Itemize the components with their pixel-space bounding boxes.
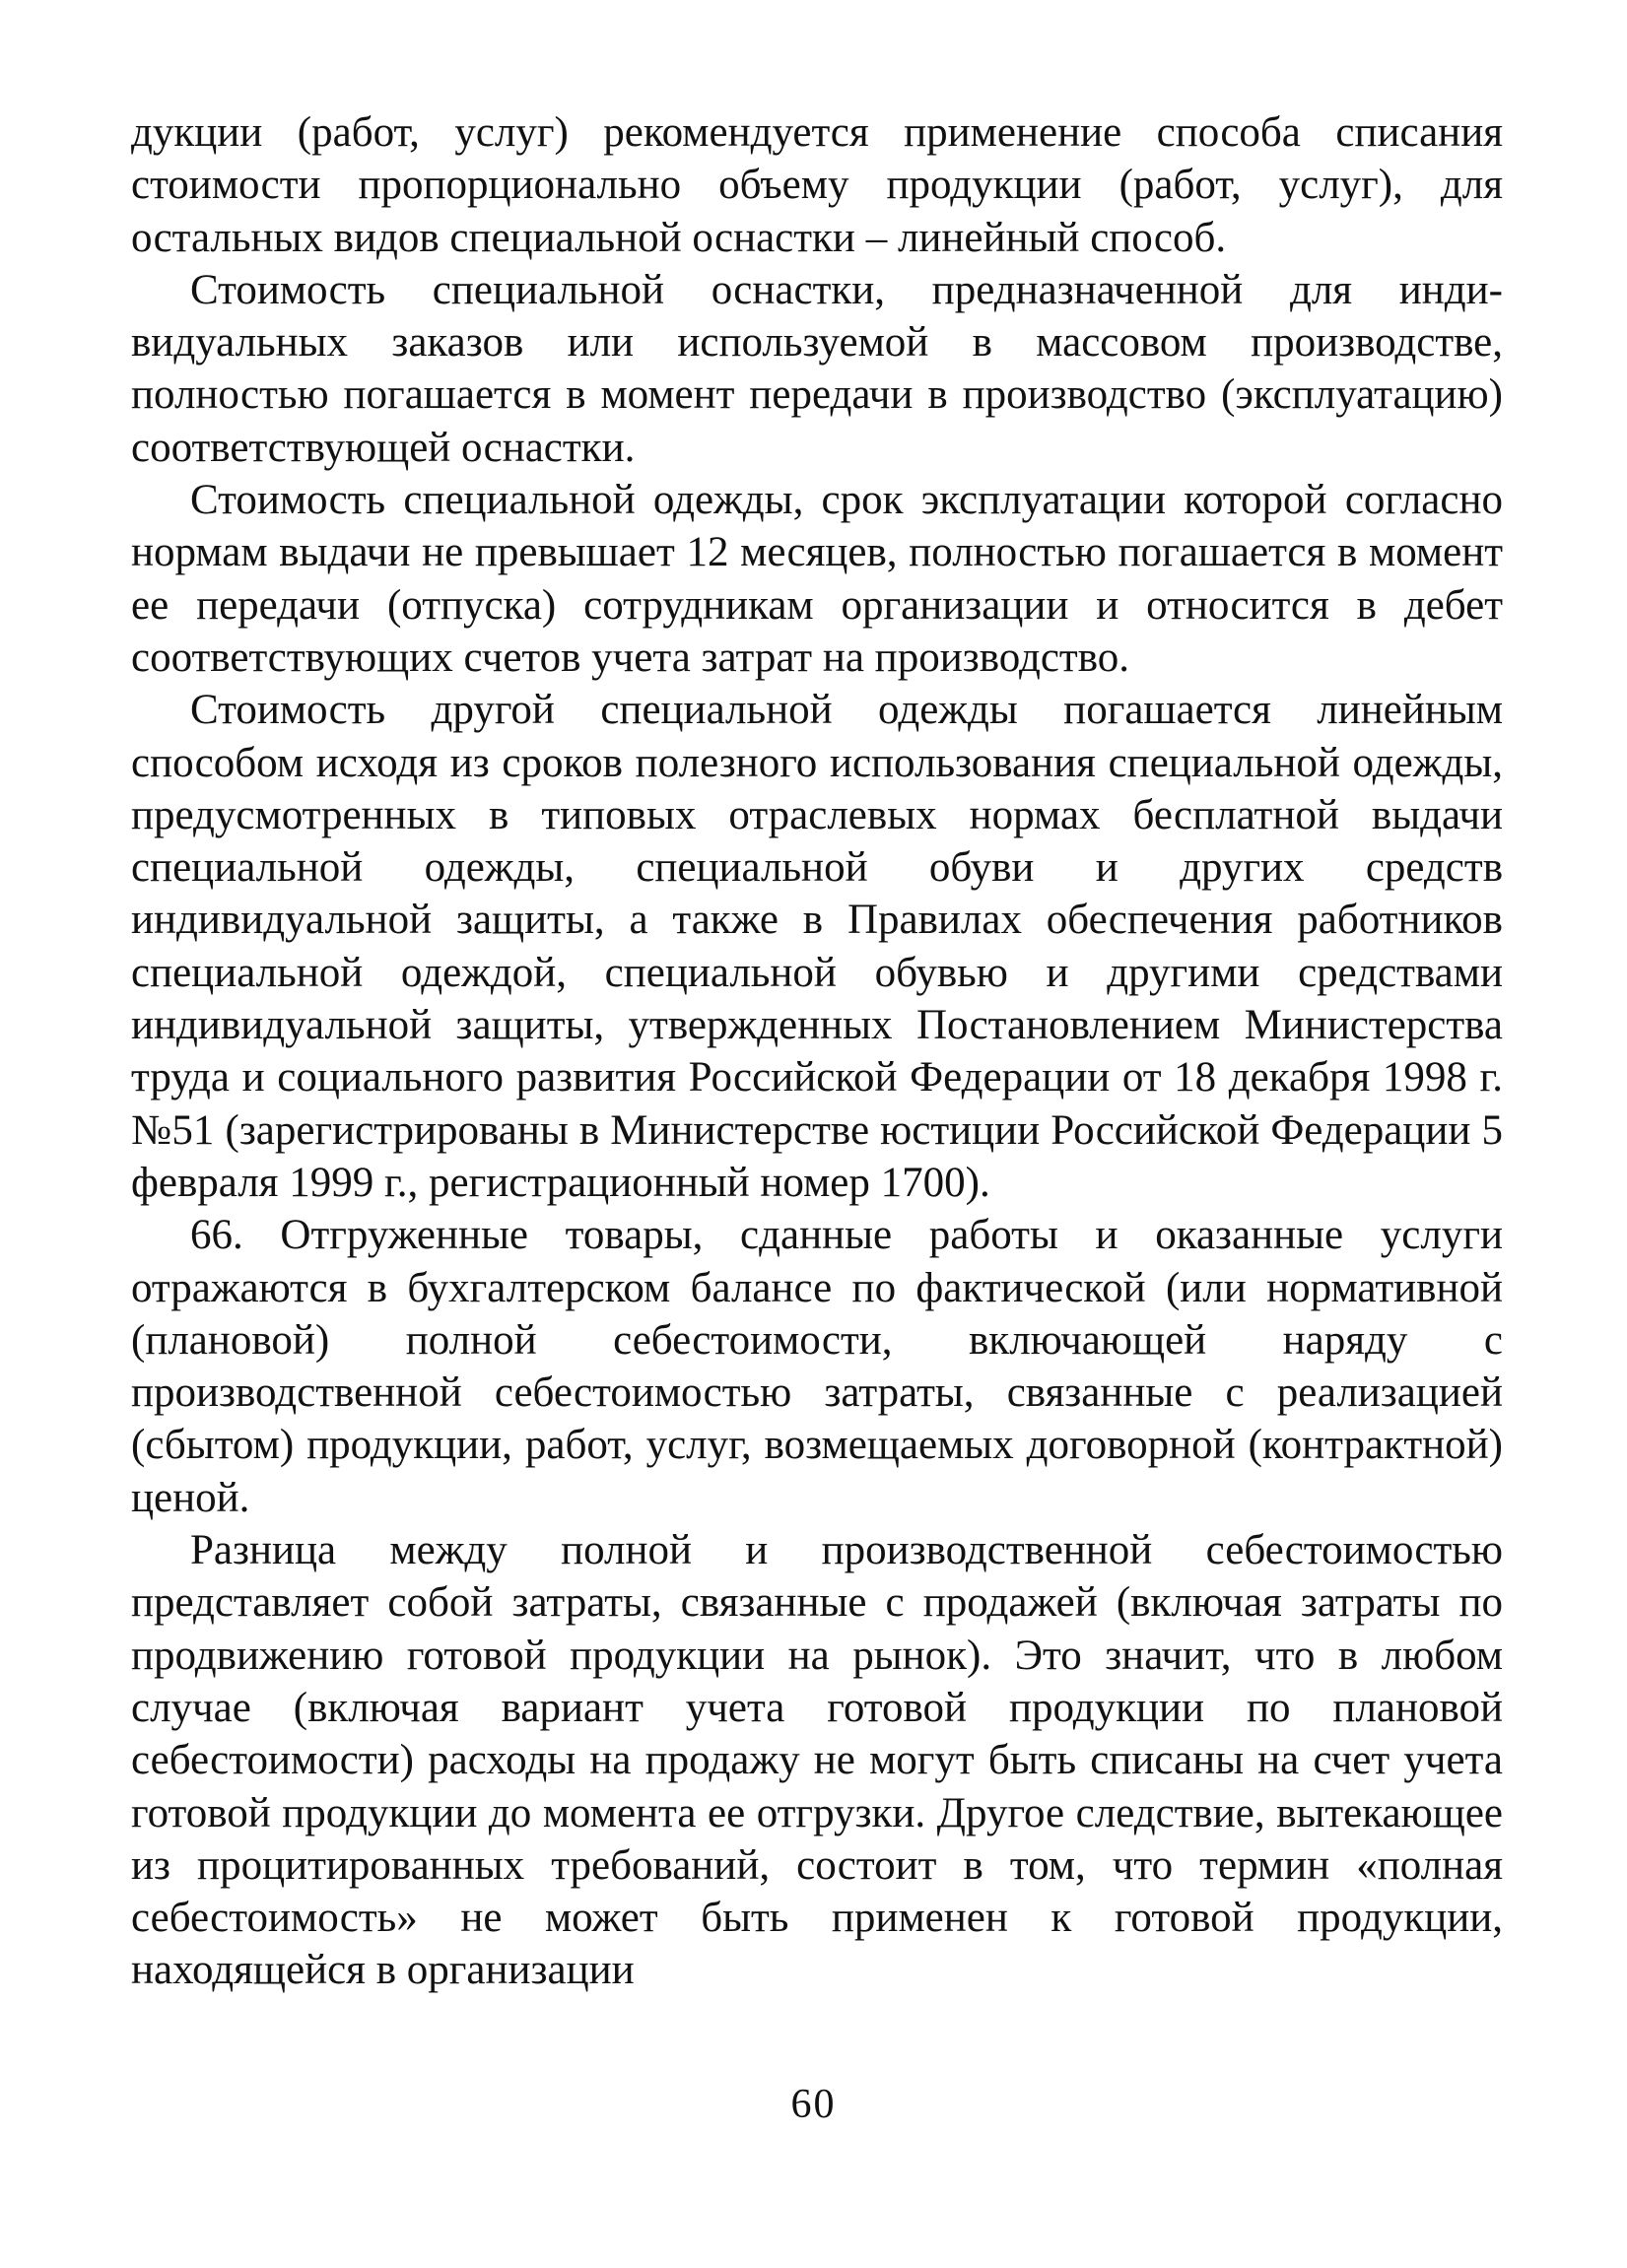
paragraph-4: Стоимость другой специальной одежды погашается линейным способом исходя из сроков полезного использования специальной одежды, предусмотренных в типовых отраслевых нормах бесплатной выдачи специальной одежды, специальной обуви и других средств индивидуальной защиты, а также в Правилах обеспечения работников специальной одеждой, специальной обувью и другими средствами индивидуальной защиты, утвержденных Постановлением Министерства труда и социального развития Российской Федерации от 18 декабря 1998 г. №51 (зарегистрированы в Министерстве юстиции Российской Федерации 5 февраля 1999 г., регистрационный номер 1700). xyxy=(131,687,1503,1206)
paragraph-2: Стоимость специальной оснастки, предназначенной для индивидуальных заказов или используемой в массовом производстве, полностью погашается в момент передачи в производство (эксплуатацию) соответствующей оснастки. xyxy=(131,266,1503,471)
paragraph-5: 66. Отгруженные товары, сданные работы и оказанные услуги отражаются в бухгалтерском балансе по фактической (или нормативной (плановой) полной себестоимости, включающей наряду с производственной себестоимостью затраты, связанные с реализацией (сбытом) продукции, работ, услуг, возмещаемых договорной (контрактной) ценой. xyxy=(131,1212,1503,1521)
body-text xyxy=(131,106,1503,1997)
paragraph-3: Стоимость специальной одежды, срок эксплуатации которой согласно нормам выдачи не превышает 12 месяцев, полностью погашается в момент ее передачи (отпуска) сотрудникам организации и относится в дебет соответствующих счетов учета затрат на производство. xyxy=(131,477,1503,681)
page-number: 60 xyxy=(790,2082,837,2127)
paragraph-1: дукции (работ, услуг) рекомендуется применение способа списания стоимости пропорционально объему продукции (работ, услуг), для остальных видов специальной оснастки – линейный способ. xyxy=(131,109,1503,261)
paragraph-6: Разница между полной и производственной себестоимостью представляет собой затраты, связанные с продажей (включая затраты по продвижению готовой продукции на рынок). Это значит, что в любом случае (включая вариант учета готовой продукции по плановой себестоимости) расходы на продажу не могут быть списаны на счет учета готовой продукции до момента ее отгрузки. Другое следствие, вытекающее из процитированных требований, состоит в том, что термин «полная себестоимость» не может быть применен к готовой продукции, находящейся в организации xyxy=(131,1527,1503,1994)
